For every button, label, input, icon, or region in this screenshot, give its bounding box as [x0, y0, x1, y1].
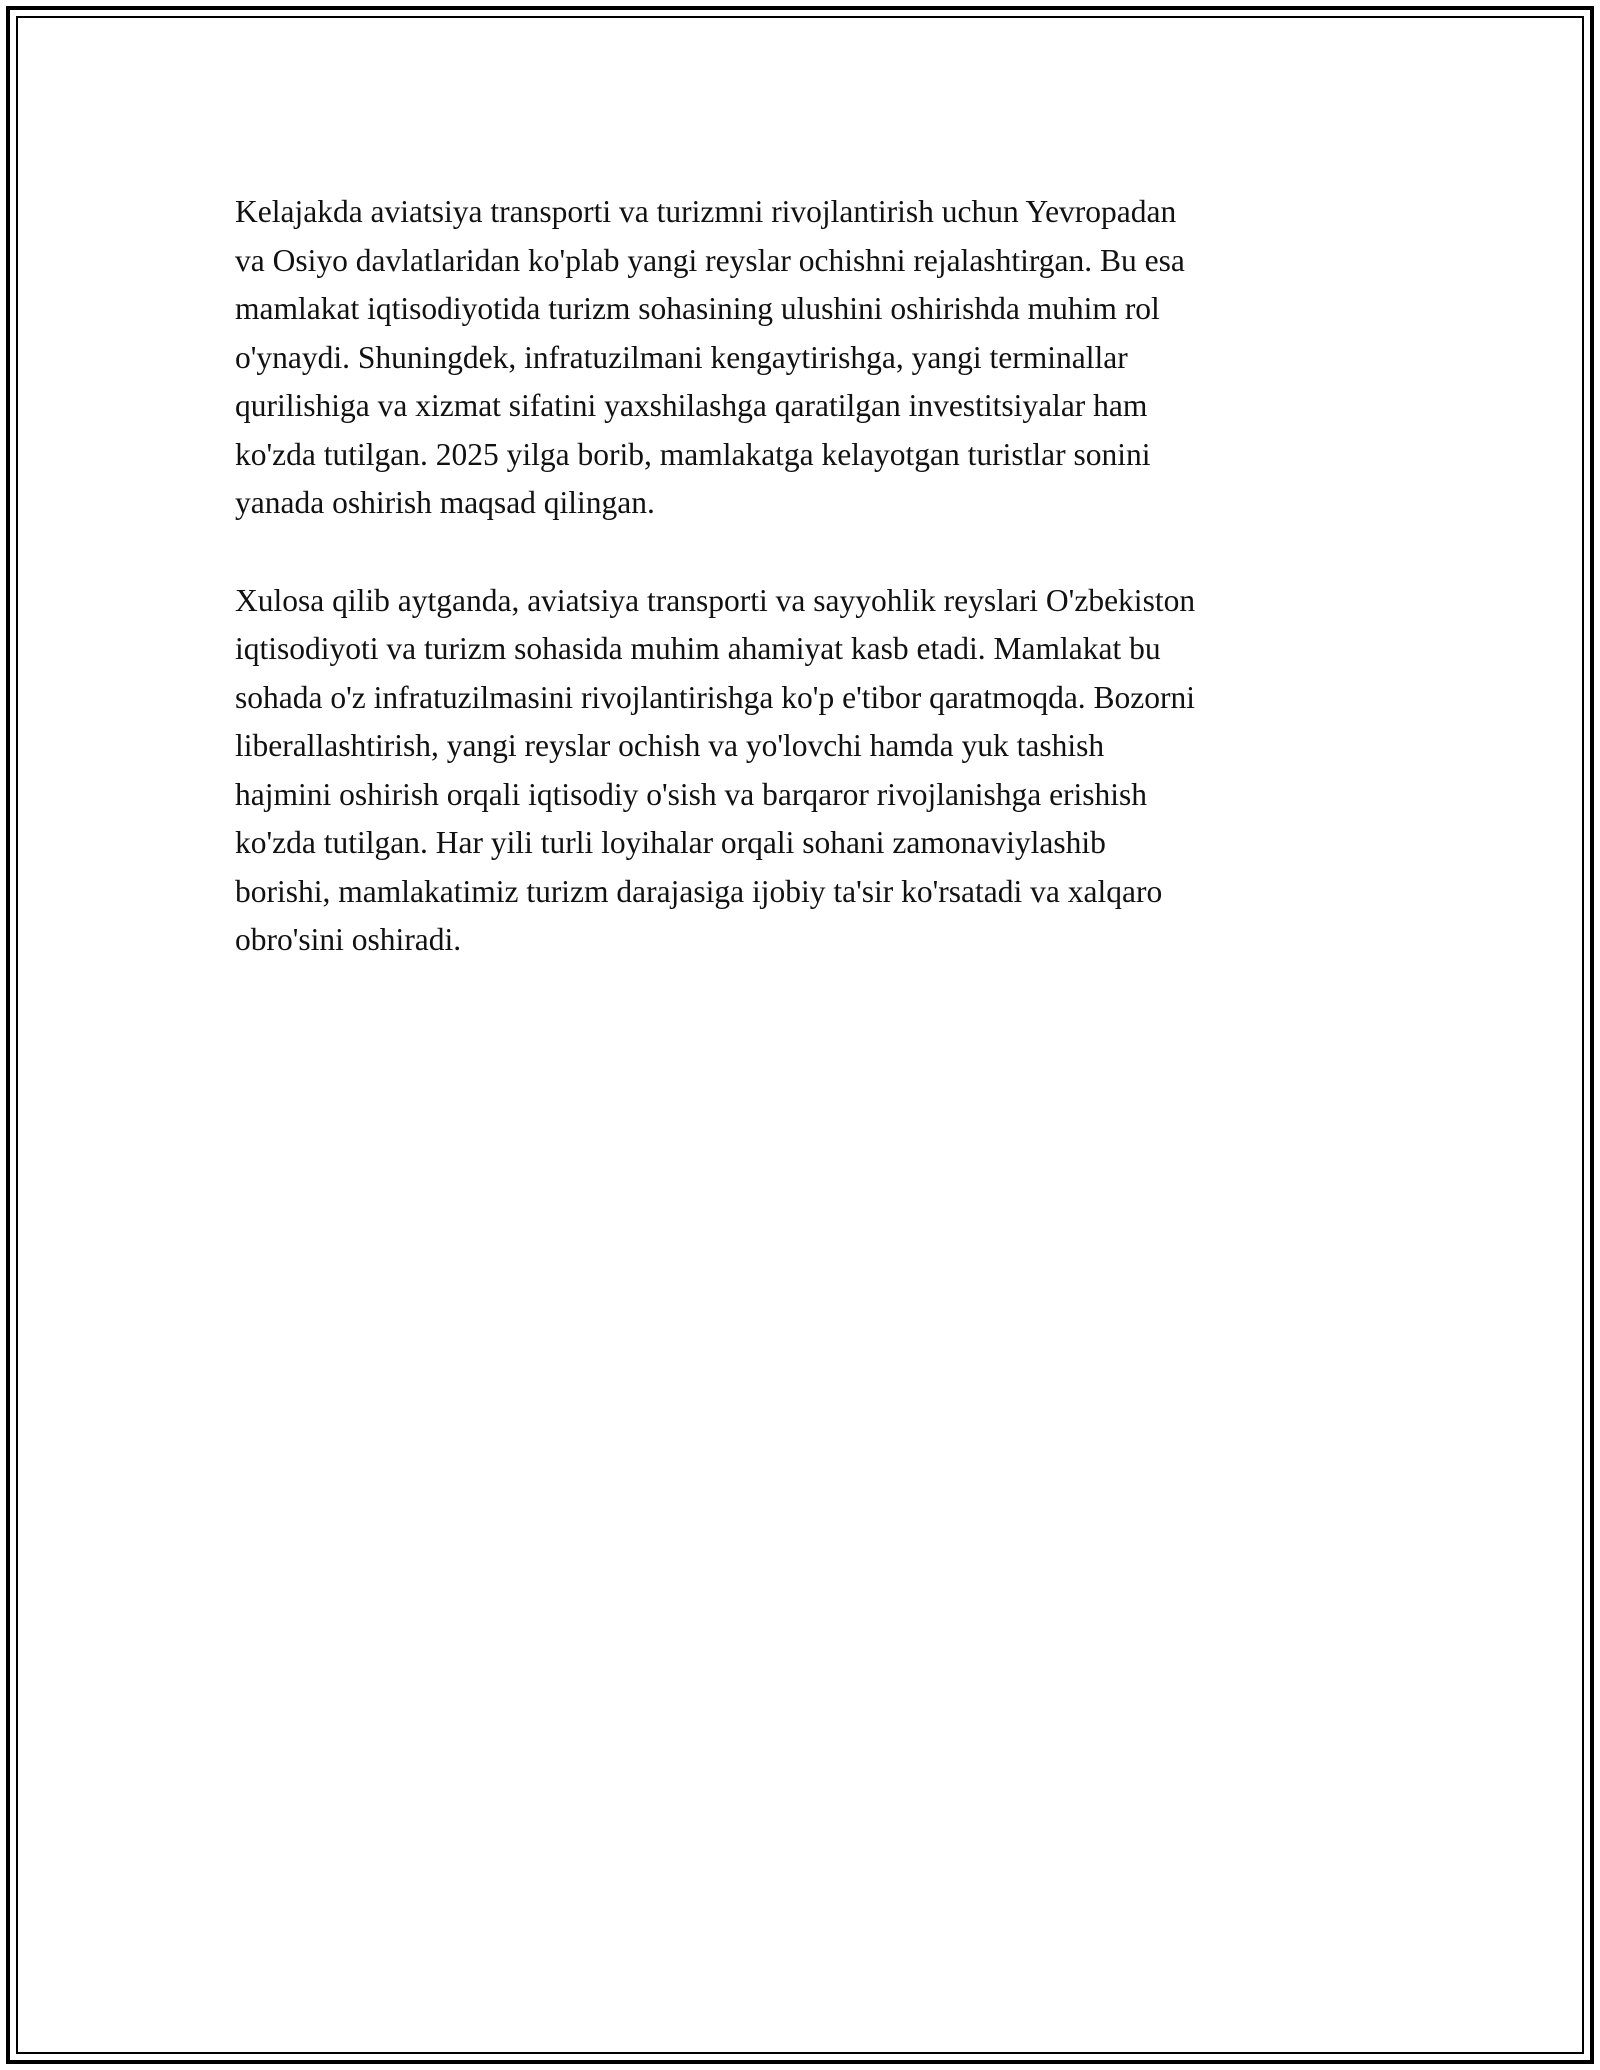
- paragraph-conclusion: Xulosa qilib aytganda, aviatsiya transporti va sayyohlik reyslari O'zbekiston iqtisodiyoti va turizm sohasida muhim ahamiyat kasb etadi. Mamlakat bu sohada o'z infratuzilmasini rivojlantirishga ko'p e'tibor qaratmoqda. Bozorni liberallashtirish, yangi reyslar ochish va yo'lovchi hamda yuk tashish hajmini oshirish orqali iqtisodiy o'sish va barqaror rivojlanishga erishish ko'zda tutilgan. Har yili turli loyihalar orqali sohani zamonaviylashib borishi, mamlakatimiz turizm darajasiga ijobiy ta'sir ko'rsatadi va xalqaro obro'sini oshiradi.: [235, 582, 1196, 957]
- document-body: [235, 188, 1375, 1014]
- paragraph-future-plans: Kelajakda aviatsiya transporti va turizmni rivojlantirish uchun Yevropadan va Osiyo davlatlaridan ko'plab yangi reyslar ochishni rejalashtirgan. Bu esa mamlakat iqtisodiyotida turizm sohasining ulushini oshirishda muhim rol o'ynaydi. Shuningdek, infratuzilmani kengaytirishga, yangi terminallar qurilishiga va xizmat sifatini yaxshilashga qaratilgan investitsiyalar ham ko'zda tutilgan. 2025 yilga borib, mamlakatga kelayotgan turistlar sonini yanada oshirish maqsad qilingan.: [235, 194, 1185, 520]
